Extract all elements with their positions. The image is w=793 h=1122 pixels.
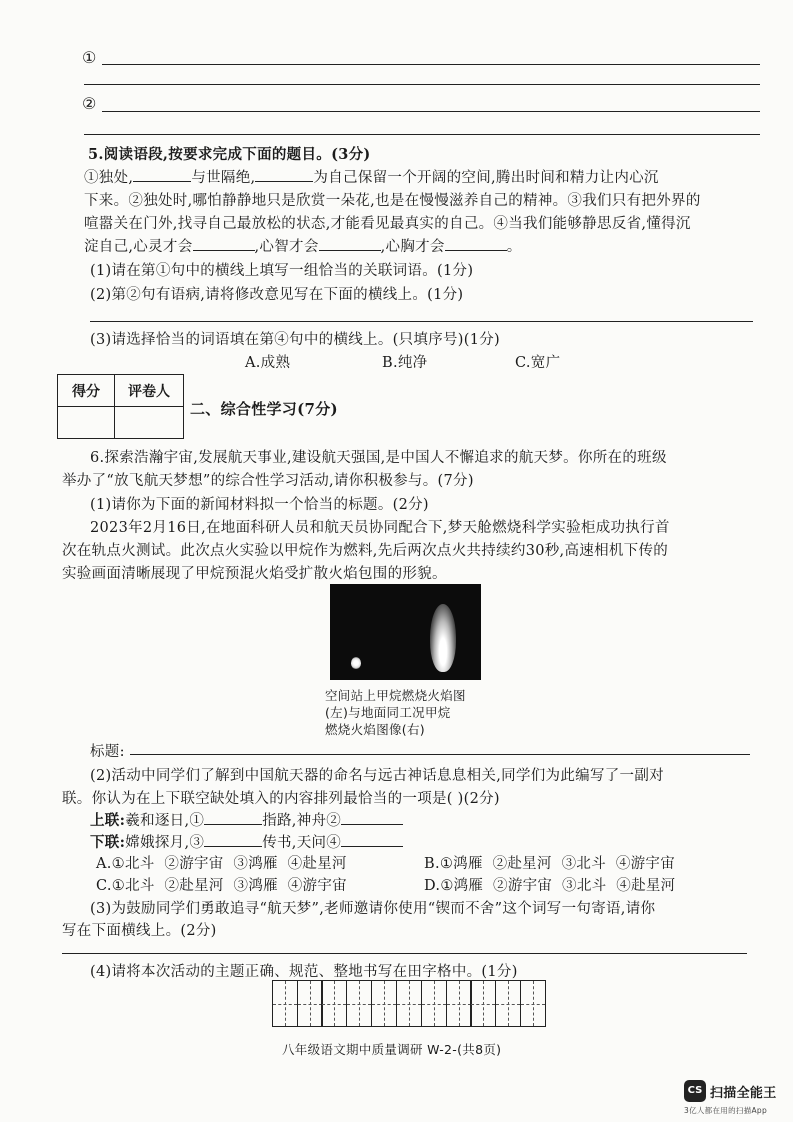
q6-sub4: (4)请将本次活动的主题正确、规范、整地书写在田字格中。(1分) — [90, 964, 518, 980]
grid-cell[interactable] — [520, 980, 546, 1027]
q6-news-line1: 2023年2月16日,在地面科研人员和航天员协同配合下,梦天舱燃烧科学实验柜成功执行首 — [90, 520, 670, 536]
answer-line-2b — [84, 134, 760, 135]
grid-cell[interactable] — [371, 980, 397, 1027]
q5-sub2: (2)第②句有语病,请将修改意见写在下面的横线上。(1分) — [90, 287, 464, 303]
q6-sub2-line2: 联。你认为在上下联空缺处填入的内容排列最恰当的一项是( )(2分) — [62, 791, 500, 807]
q5-blank-a[interactable] — [133, 167, 191, 182]
grid-cell[interactable] — [297, 980, 323, 1027]
couplet-blank-1[interactable] — [204, 810, 262, 825]
q5-sub1: (1)请在第①句中的横线上填写一组恰当的关联词语。(1分) — [90, 263, 474, 279]
watermark-name: 扫描全能王 — [710, 1086, 777, 1101]
grid-cell[interactable] — [272, 980, 298, 1027]
photo-caption-line1: 空间站上甲烷燃烧火焰图 — [325, 688, 466, 703]
choice-b: B.①鸿雁 ②赴星河 ③北斗 ④游宇宙 — [424, 856, 676, 872]
photo-caption-line2: (左)与地面同工况甲烷 — [325, 705, 451, 720]
page-footer: 八年级语文期中质量调研 W-2-(共8页) — [282, 1042, 502, 1057]
q5-paragraph-line1: ①独处, 与世隔绝, 为自己保留一个开阔的空间,腾出时间和精力让内心沉 — [84, 166, 659, 187]
q5-blank-c[interactable] — [193, 236, 255, 251]
q5-paragraph-line3: 喧嚣关在门外,找寻自己最放松的状态,才能看见最真实的自己。④当我们能够静思反省,懂得沉 — [84, 216, 691, 232]
q6-sub3-answer-line[interactable] — [62, 953, 747, 954]
q6-title-label: 标题: — [90, 744, 125, 760]
right-flame-icon — [430, 604, 456, 672]
q6-title-answer-line[interactable] — [130, 754, 750, 755]
left-flame-icon — [351, 657, 361, 669]
score-header: 得分 — [58, 375, 115, 407]
couplet-upper: 上联:羲和逐日,① 指路,神舟② — [90, 809, 403, 830]
q6-intro-line2: 举办了“放飞航天梦想”的综合性学习活动,请你积极参与。(7分) — [62, 473, 474, 489]
grader-header: 评卷人 — [115, 375, 184, 407]
q6-news-line3: 实验画面清晰展现了甲烷预混火焰受扩散火焰包围的形貌。 — [62, 566, 447, 582]
answer-marker-1: ① — [82, 48, 97, 67]
q6-news-line2: 次在轨点火测试。此次点火实验以甲烷作为燃料,先后两次点火共持续约30秒,高速相机下传的 — [62, 543, 669, 559]
q5-option-b: B.纯净 — [382, 355, 428, 371]
couplet-blank-3[interactable] — [204, 832, 262, 847]
choice-d: D.①鸿雁 ②游宇宙 ③北斗 ④赴星河 — [424, 878, 676, 894]
camscanner-logo-icon: CS — [684, 1080, 706, 1102]
score-cell[interactable] — [58, 407, 115, 439]
q6-sub2-line1: (2)活动中同学们了解到中国航天器的命名与远古神话息息相关,同学们为此编写了一副对 — [90, 768, 664, 784]
grid-cell[interactable] — [495, 980, 521, 1027]
grid-cell[interactable] — [321, 980, 347, 1027]
couplet-lower: 下联:嫦娥探月,③ 传书,天问④ — [90, 831, 403, 852]
choice-c: C.①北斗 ②赴星河 ③鸿雁 ④游宇宙 — [96, 878, 347, 894]
photo-caption-line3: 燃烧火焰图像(右) — [325, 722, 425, 737]
grader-cell[interactable] — [115, 407, 184, 439]
grid-cell[interactable] — [446, 980, 472, 1027]
q5-title: 5.阅读语段,按要求完成下面的题目。(3分) — [88, 146, 371, 163]
answer-line-1b — [84, 84, 760, 85]
couplet-blank-4[interactable] — [341, 832, 403, 847]
watermark-tagline: 3亿人都在用的扫描App — [684, 1106, 768, 1115]
flame-photo — [330, 584, 481, 680]
q5-paragraph-line2: 下来。②独处时,哪怕静静地只是欣赏一朵花,也是在慢慢滋养自己的精神。③我们只有把外界的 — [84, 193, 701, 209]
q6-intro-line1: 6.探索浩瀚宇宙,发展航天事业,建设航天强国,是中国人不懈追求的航天梦。你所在的班级 — [90, 450, 667, 466]
answer-marker-2: ② — [82, 94, 97, 113]
q5-option-c: C.宽广 — [515, 355, 561, 371]
q5-paragraph-line4: 淀自己,心灵才会 ,心智才会 ,心胸才会 。 — [84, 235, 522, 256]
q5-blank-d[interactable] — [319, 236, 381, 251]
grid-cell[interactable] — [421, 980, 447, 1027]
grid-cell[interactable] — [470, 980, 496, 1027]
section2-heading: 二、综合性学习(7分) — [190, 400, 338, 418]
grid-cell[interactable] — [346, 980, 372, 1027]
score-table — [57, 374, 184, 439]
tianzige-grid[interactable] — [273, 980, 546, 1027]
q5-blank-e[interactable] — [445, 236, 507, 251]
q5-sub2-answer-line[interactable] — [90, 321, 753, 322]
q6-sub1: (1)请你为下面的新闻材料拟一个恰当的标题。(2分) — [90, 497, 429, 513]
grid-cell[interactable] — [396, 980, 422, 1027]
q5-option-a: A.成熟 — [245, 355, 291, 371]
q6-sub3-line2: 写在下面横线上。(2分) — [62, 923, 217, 939]
answer-line-2a — [102, 111, 760, 112]
q5-blank-b[interactable] — [255, 167, 313, 182]
couplet-blank-2[interactable] — [341, 810, 403, 825]
choice-a: A.①北斗 ②游宇宙 ③鸿雁 ④赴星河 — [96, 856, 347, 872]
answer-line-1a — [102, 64, 760, 65]
q6-sub3-line1: (3)为鼓励同学们勇敢追寻“航天梦”,老师邀请你使用“锲而不舍”这个词写一句寄语,请你 — [90, 901, 656, 917]
q5-sub3: (3)请选择恰当的词语填在第④句中的横线上。(只填序号)(1分) — [90, 332, 500, 348]
